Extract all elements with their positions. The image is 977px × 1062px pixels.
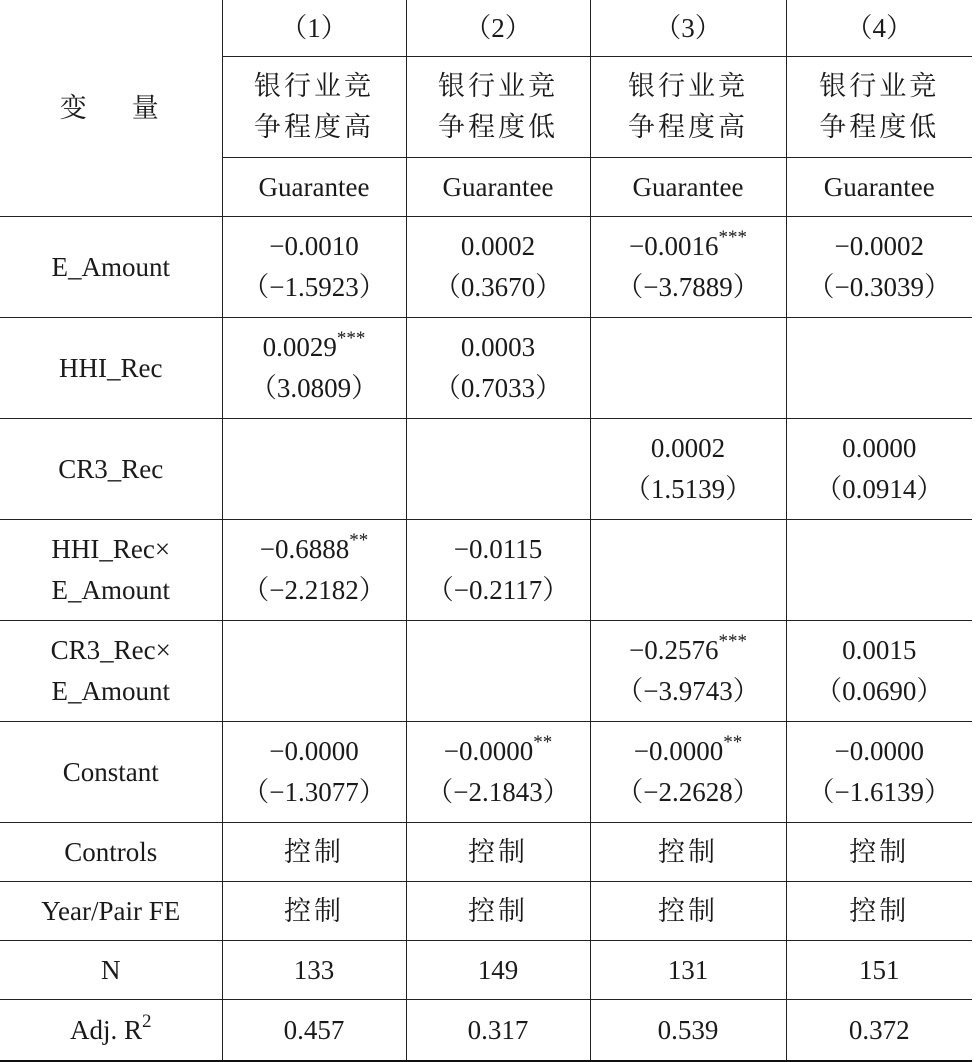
row-label-line2: E_Amount [51,575,170,605]
coef-cell [786,318,972,419]
adj-r2-row-value: 0.539 [590,1000,786,1062]
group-cell-4 [786,57,972,158]
t-statistic: （−2.1843） [426,777,570,807]
coef-cell [786,722,972,823]
controls-row-value: 控制 [590,823,786,882]
coef-line [223,226,406,267]
coef-value: −0.0016 [629,231,719,261]
observations-row-label-text: N [101,954,121,985]
coef-cell [222,318,406,419]
coef-value: 0.0002 [650,433,726,463]
observations-row [0,941,972,1000]
coef-value: 0.0015 [842,635,917,665]
significance-stars: *** [336,328,366,349]
table-row [0,217,972,318]
group-line1: 银行业竞 [628,71,748,102]
fixed-effects-row-value: 控制 [222,882,406,941]
variable-header-label-a: 变 [59,92,90,124]
dep-var-2: Guarantee [406,158,590,217]
adj-r2-row-label [0,1000,222,1062]
group-line2: 争程度高 [628,112,748,143]
coef-line [591,226,786,267]
row-label-cell [0,621,222,722]
coef-line [223,731,406,772]
adj-r2-row-value: 0.317 [406,1000,590,1062]
adj-r2-row-label-text: Adj. R [69,1014,142,1045]
coef-cell [590,318,786,419]
coef-cell [406,520,590,621]
t-statistic: （−2.2182） [242,575,386,605]
group-cell-2 [406,57,590,158]
t-statistic: （−1.3077） [242,777,386,807]
adj-r2-row [0,1000,972,1062]
significance-stars: *** [718,227,747,248]
controls-row-label-text: Controls [64,836,158,867]
controls-row-value: 控制 [222,823,406,882]
coef-line [407,327,590,368]
significance-stars: *** [718,631,747,652]
column-number-4: （4） [786,0,972,57]
observations-row-label [0,941,222,1000]
row-label-line1: E_Amount [51,251,170,282]
row-label-line1: HHI_Rec [59,352,163,383]
group-line1: 银行业竞 [254,71,374,102]
observations-row-value: 131 [590,941,786,1000]
coef-cell [406,621,590,722]
t-statistic: （3.0809） [249,373,379,403]
table-row [0,419,972,520]
coef-cell [222,217,406,318]
group-line2: 争程度低 [819,112,940,143]
coef-value: −0.0000 [633,736,724,766]
coef-value: 0.0000 [842,433,917,463]
adj-r2-row-value: 0.372 [786,1000,972,1062]
table-row [0,621,972,722]
row-label-line1: CR3_Rec× [50,635,171,665]
coef-value: 0.0002 [460,231,536,261]
coef-cell [590,520,786,621]
coef-line [407,529,590,570]
dep-var-3: Guarantee [590,158,786,217]
coef-value: −0.0115 [453,534,543,564]
column-number-2: （2） [406,0,590,57]
group-line1: 银行业竞 [438,71,558,102]
group-line2: 争程度低 [438,112,558,143]
coef-value: −0.0000 [269,736,359,766]
coef-cell [222,722,406,823]
t-statistic: （−3.7889） [616,272,760,302]
coef-line [223,529,406,570]
coef-cell [590,419,786,520]
significance-stars: ** [723,732,743,753]
observations-row-value: 149 [406,941,590,1000]
coef-value: 0.0003 [460,332,536,362]
coef-cell [786,520,972,621]
row-label-cell [0,722,222,823]
controls-row [0,823,972,882]
coef-cell [786,419,972,520]
significance-stars: ** [349,530,369,551]
t-statistic: （−3.9743） [616,676,760,706]
fixed-effects-row-value: 控制 [406,882,590,941]
coef-value: −0.0000 [443,736,534,766]
row-label-cell [0,520,222,621]
adj-r2-row-value: 0.457 [222,1000,406,1062]
coef-line [591,428,786,469]
t-statistic: （−1.5923） [242,272,386,302]
row-label-line1: CR3_Rec [58,453,164,484]
coef-cell [406,217,590,318]
coef-cell [222,621,406,722]
coef-value: 0.0029 [262,332,337,362]
coef-line [591,630,786,671]
coef-cell [222,419,406,520]
coef-cell [590,217,786,318]
coef-value: −0.6888 [259,534,350,564]
group-cell-1 [222,57,406,158]
column-number-1: （1） [222,0,406,57]
coef-line [591,731,786,772]
coef-cell [222,520,406,621]
dep-var-4: Guarantee [786,158,972,217]
row-label-cell [0,217,222,318]
t-statistic: （1.5139） [623,474,753,504]
table-row [0,722,972,823]
adj-r2-row-label-sup: 2 [142,1010,152,1032]
controls-row-label [0,823,222,882]
t-statistic: （−0.2117） [426,575,570,605]
row-label-line2: E_Amount [51,676,170,706]
t-statistic: （0.0914） [815,474,944,504]
coef-line [407,731,590,772]
dep-var-1: Guarantee [222,158,406,217]
fixed-effects-row-label [0,882,222,941]
coef-cell [406,722,590,823]
coef-value: −0.0002 [834,231,924,261]
row-label-line1: HHI_Rec× [51,534,171,564]
coef-line [787,428,973,469]
coef-line [787,731,973,772]
t-statistic: （0.0690） [815,676,944,706]
coef-cell [786,621,972,722]
t-statistic: （−1.6139） [807,777,951,807]
t-statistic: （0.7033） [433,373,563,403]
coef-cell [406,318,590,419]
coef-value: −0.0010 [269,231,359,261]
coef-line [787,226,973,267]
table-row [0,520,972,621]
coef-cell [590,722,786,823]
fixed-effects-row-label-text: Year/Pair FE [41,895,181,926]
header-row-column-numbers [0,0,972,57]
controls-row-value: 控制 [406,823,590,882]
coef-line [223,327,406,368]
coef-cell [786,217,972,318]
significance-stars: ** [533,732,553,753]
coef-cell [406,419,590,520]
t-statistic: （−2.2628） [616,777,760,807]
coef-line [407,226,590,267]
coef-value: −0.0000 [834,736,924,766]
coef-line [787,630,973,671]
table-row [0,318,972,419]
row-label-line1: Constant [62,756,159,787]
column-number-3: （3） [590,0,786,57]
coef-value: −0.2576 [629,635,719,665]
fixed-effects-row-value: 控制 [590,882,786,941]
t-statistic: （0.3670） [433,272,563,302]
observations-row-value: 151 [786,941,972,1000]
row-label-cell [0,318,222,419]
group-line2: 争程度高 [254,112,374,143]
observations-row-value: 133 [222,941,406,1000]
group-cell-3 [590,57,786,158]
variable-header-cell [0,0,222,217]
group-line1: 银行业竞 [819,71,940,102]
row-label-cell [0,419,222,520]
variable-header-label-b: 量 [131,92,162,124]
controls-row-value: 控制 [786,823,972,882]
t-statistic: （−0.3039） [807,272,951,302]
fixed-effects-row [0,882,972,941]
coef-cell [590,621,786,722]
fixed-effects-row-value: 控制 [786,882,972,941]
